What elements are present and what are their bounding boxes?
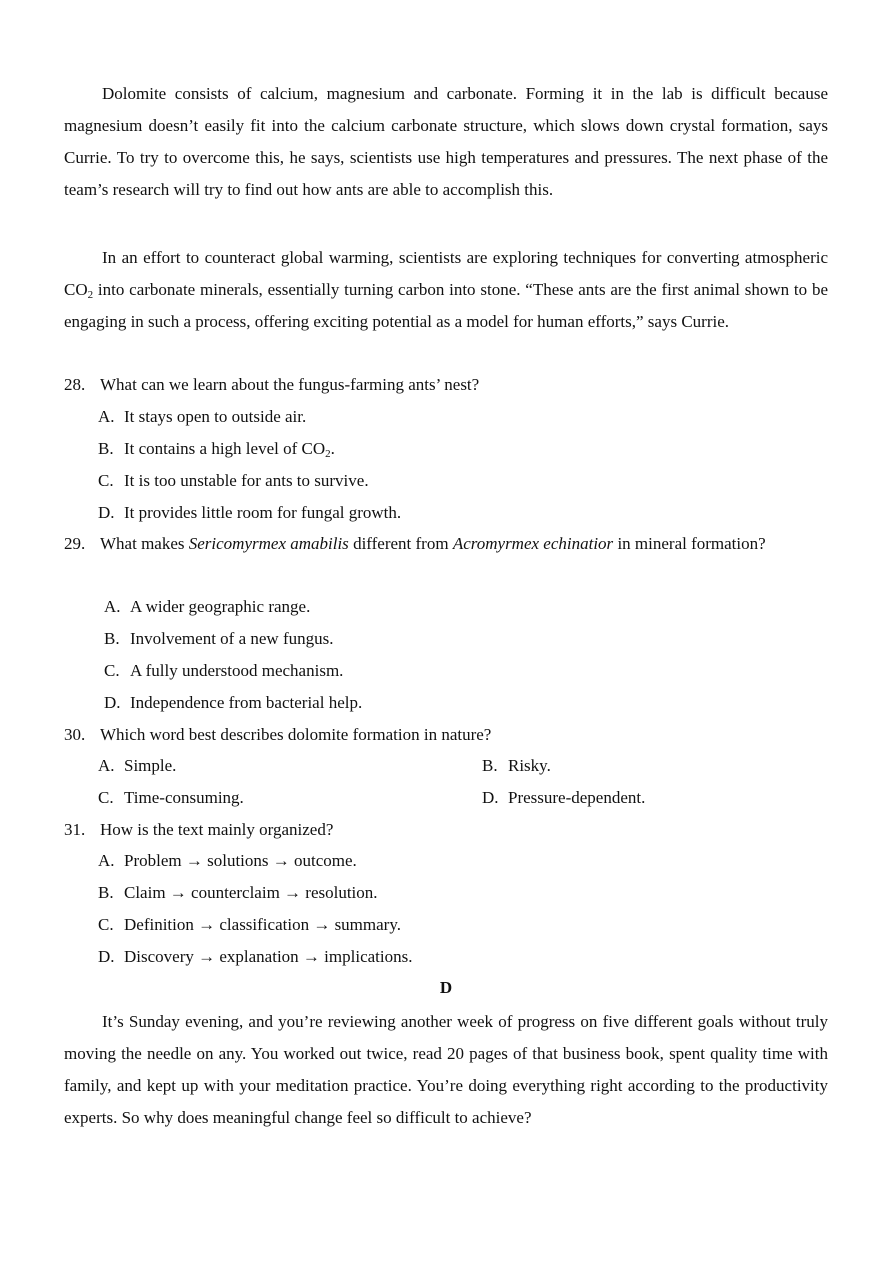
option-31-b[interactable] [98,877,378,909]
option-29-d[interactable] [104,687,362,719]
option-31-d[interactable] [98,941,412,973]
paragraph-text: into carbonate minerals, essentially turning carbon into stone. “These ants are the first animal shown to be engaging in such a process, offering exciting potential as a model for human efforts,” says Currie. [64,280,828,331]
option-28-d[interactable] [98,497,401,529]
passage-paragraph: Dolomite consists of calcium, magnesium and carbonate. Forming it in the lab is difficult because magnesium doesn’t easily fit into the calcium carbonate structure, which slows down crystal formation, says Currie. To try to overcome this, he says, scientists use high temperatures and pressures. The next phase of the team’s research will try to find out how ants are able to accomplish this. [64,84,828,199]
option-30-a[interactable] [98,750,176,782]
species-name: Acromyrmex echinatior [452,534,614,553]
question-number: 29. [64,534,86,553]
option-30-b[interactable] [482,750,551,782]
question-30 [64,719,828,751]
question-28 [64,369,828,401]
option-letter: A. [98,851,115,870]
option-letter: D. [482,788,499,807]
question-31 [64,814,828,846]
option-30-d[interactable] [482,782,645,814]
paragraph-text: In an effort to counteract global warming, scientists are exploring techniques for converting atmospheric CO [64,248,828,299]
option-31-c[interactable] [98,909,401,941]
question-number: 31. [64,820,86,839]
question-stem: different from [348,534,453,553]
option-28-b[interactable] [98,433,335,465]
option-text: A fully understood mechanism. [130,661,344,680]
option-letter: C. [98,788,114,807]
question-stem: What makes [100,534,189,553]
option-text: It contains a high level of CO [124,439,326,458]
option-text: Discovery → explanation → implications. [124,947,413,966]
option-29-b[interactable] [104,623,333,655]
option-29-c[interactable] [104,655,343,687]
question-number: 28. [64,375,86,394]
option-31-a[interactable] [98,845,357,877]
species-name: Sericomyrmex amabilis [188,534,349,553]
option-text: It stays open to outside air. [124,407,307,426]
option-text: It is too unstable for ants to survive. [124,471,369,490]
option-letter: B. [98,439,114,458]
option-letter: A. [98,756,115,775]
option-text: Risky. [508,756,551,775]
section-heading: D [439,978,453,997]
option-letter: B. [98,883,114,902]
passage-paragraph [64,242,828,338]
option-28-c[interactable] [98,465,369,497]
question-stem: How is the text mainly organized? [100,820,334,839]
option-text: Time-consuming. [124,788,244,807]
option-text: Simple. [124,756,177,775]
question-number: 30. [64,725,86,744]
option-letter: D. [98,503,115,522]
option-letter: D. [98,947,115,966]
passage-paragraph: It’s Sunday evening, and you’re reviewing another week of progress on five different goals without truly moving the needle on any. You worked out twice, read 20 pages of that business book, spent quality time with family, and kept up with your meditation practice. You’re doing everything right according to the productivity experts. So why does meaningful change feel so difficult to achieve? [64,1012,828,1127]
option-letter: C. [104,661,120,680]
option-letter: C. [98,915,114,934]
option-text: Independence from bacterial help. [130,693,363,712]
question-stem: What can we learn about the fungus-farming ants’ nest? [100,375,480,394]
option-letter: D. [104,693,121,712]
option-text: Involvement of a new fungus. [130,629,334,648]
option-letter: B. [104,629,120,648]
option-28-a[interactable] [98,401,306,433]
option-30-c[interactable] [98,782,244,814]
option-letter: C. [98,471,114,490]
option-letter: A. [98,407,115,426]
option-letter: B. [482,756,498,775]
option-text: It provides little room for fungal growth. [124,503,402,522]
option-text: Definition → classification → summary. [124,915,401,934]
option-text: Claim → counterclaim → resolution. [124,883,378,902]
option-suffix: . [330,439,335,458]
option-29-a[interactable] [104,591,310,623]
question-stem: Which word best describes dolomite formation in nature? [100,725,492,744]
option-text: A wider geographic range. [130,597,311,616]
subscript: 2 [87,289,94,301]
subscript: 2 [325,448,331,460]
question-stem: in mineral formation? [613,534,766,553]
option-letter: A. [104,597,121,616]
question-29 [64,528,828,560]
option-text: Pressure-dependent. [508,788,646,807]
option-text: Problem → solutions → outcome. [124,851,357,870]
